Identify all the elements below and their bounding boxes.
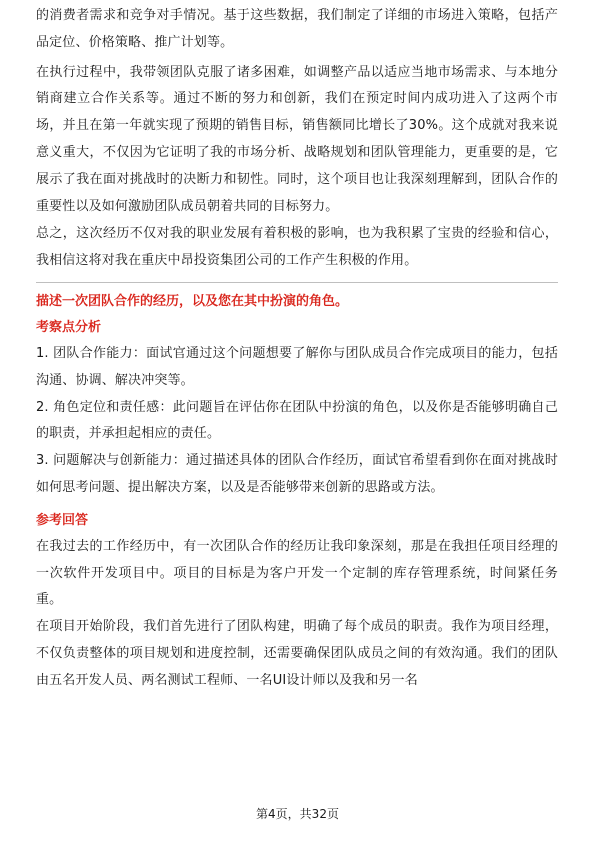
- section-divider: [36, 282, 558, 283]
- analysis-point: 3. 问题解决与创新能力：通过描述具体的团队合作经历，面试官希望看到你在面对挑战时如何思考问题、提出解决方案，以及是否能够带来创新的思路或方法。: [36, 453, 558, 495]
- analysis-heading: 考察点分析: [36, 319, 102, 335]
- page-number: 第4页，共32页: [256, 807, 339, 821]
- answer-paragraph: 在我过去的工作经历中，有一次团队合作的经历让我印象深刻，那是在我担任项目经理的一次软件开发项目中。项目的目标是为客户开发一个定制的库存管理系统，时间紧任务重。: [36, 538, 558, 608]
- analysis-point: 1. 团队合作能力：面试官通过这个问题想要了解你与团队成员合作完成项目的能力，包括沟通、协调、解决冲突等。: [36, 345, 558, 388]
- body-paragraph: 的消费者需求和竞争对手情况。基于这些数据，我们制定了详细的市场进入策略，包括产品定位、价格策略、推广计划等。: [36, 8, 558, 50]
- question-heading: 描述一次团队合作的经历，以及您在其中扮演的角色。: [36, 293, 349, 309]
- answer-heading: 参考回答: [36, 512, 89, 528]
- analysis-point: 2. 角色定位和责任感：此问题旨在评估你在团队中扮演的角色，以及你是否能够明确自己的职责，并承担起相应的责任。: [36, 399, 558, 442]
- body-paragraph: 在执行过程中，我带领团队克服了诸多困难，如调整产品以适应当地市场需求、与本地分销商建立合作关系等。通过不断的努力和创新，我们在预定时间内成功进入了这两个市场，并且在第一年就实现了预期的销售目标，销售额同比增长了30%。这个成就对我来说意义重大，不仅因为它证明了我的市场分析、战略规划和团队管理能力，更重要的是，它展示了我在面对挑战时的决断力和韧性。同时，这个项目也让我深刻理解到，团队合作的重要性以及如何激励团队成员朝着共同的目标努力。: [36, 64, 558, 214]
- answer-paragraph: 在项目开始阶段，我们首先进行了团队构建，明确了每个成员的职责。我作为项目经理，不仅负责整体的项目规划和进度控制，还需要确保团队成员之间的有效沟通。我们的团队由五名开发人员、两名测试工程师、一名UI设计师以及我和另一名: [36, 619, 558, 688]
- document-page: [36, 0, 558, 695]
- body-paragraph: 总之，这次经历不仅对我的职业发展有着积极的影响，也为我积累了宝贵的经验和信心，我相信这将对我在重庆中昂投资集团公司的工作产生积极的作用。: [36, 226, 558, 269]
